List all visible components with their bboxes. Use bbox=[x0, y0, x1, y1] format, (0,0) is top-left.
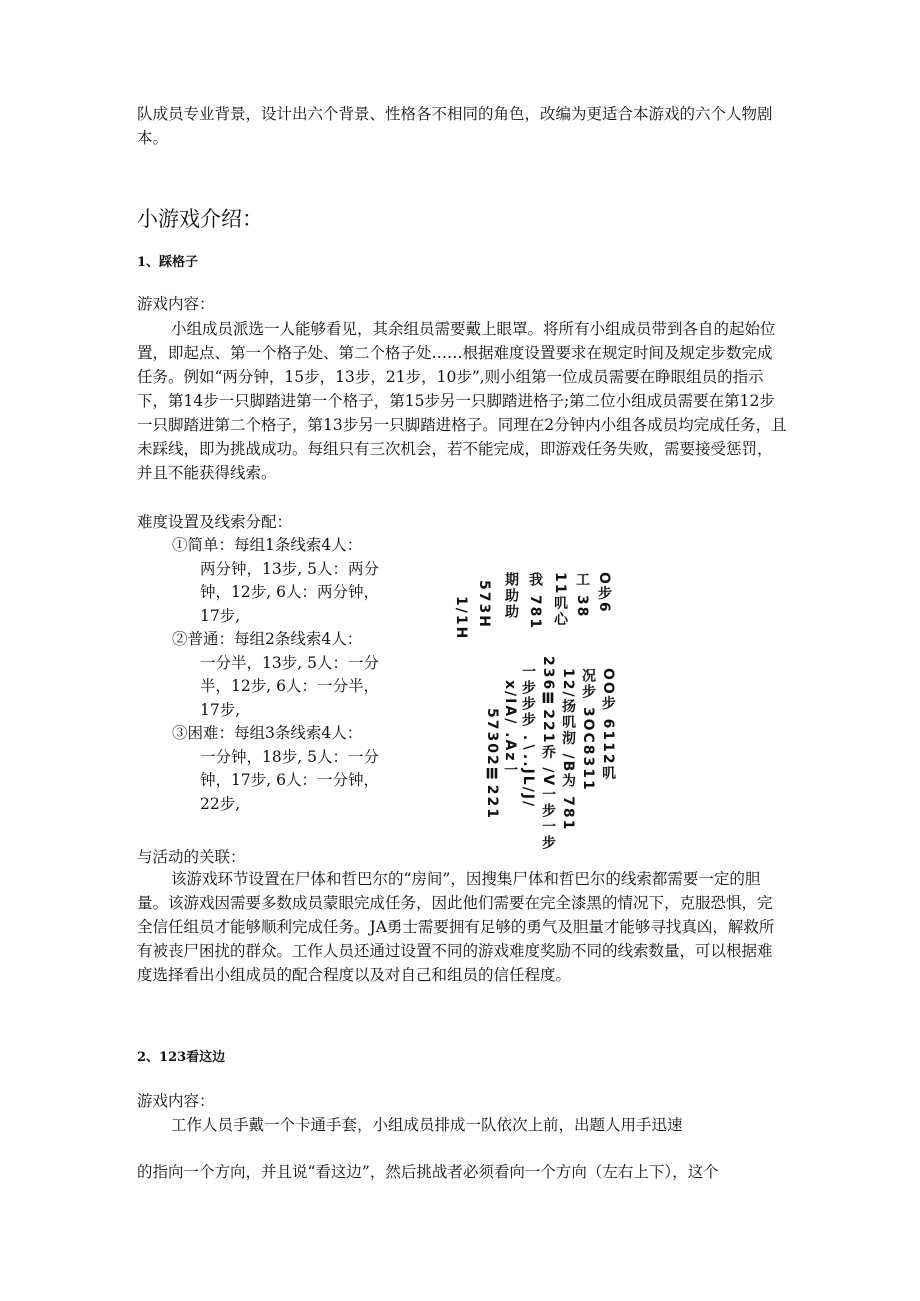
level-easy-title: ①简单：每组1条线索4人： bbox=[172, 536, 363, 554]
level-normal-detail: 一分半，13步, 5人：一分半，12步, 6人：一分半，17步, bbox=[200, 653, 379, 719]
game1-heading: 1、踩格子 bbox=[137, 255, 199, 270]
rotated-col: O步6 bbox=[596, 572, 612, 614]
rotated-col: 况步 3OC8311 bbox=[580, 668, 596, 792]
game2-content-line1: 工作人员手戴一个卡通手套，小组成员排成一队依次上前，出题人用手迅速 bbox=[171, 1116, 683, 1134]
level-easy-detail: 两分钟，13步, 5人：两分钟，12步, 6人：两分钟，17步, bbox=[200, 559, 379, 625]
difficulty-list bbox=[172, 534, 392, 816]
rotated-col: 我 781 bbox=[527, 572, 543, 631]
difficulty-label: 难度设置及线索分配： bbox=[137, 513, 293, 531]
rotated-col: 57302Ⅲ221 bbox=[484, 708, 500, 820]
intro-paragraph: 队成员专业背景，设计出六个背景、性格各不相同的角色，改编为更适合本游戏的六个人物剧本。 bbox=[137, 105, 773, 147]
rotated-col: 期助助 bbox=[503, 572, 519, 620]
rotated-col: 11叽心 bbox=[552, 572, 568, 628]
game1-content-label: 游戏内容： bbox=[137, 295, 215, 313]
game2-heading: 2、123看这边 bbox=[137, 1050, 226, 1065]
section-title: 小游戏介绍： bbox=[137, 207, 263, 231]
rotated-col: 1/1H bbox=[453, 596, 469, 641]
game2-content-line2: 的指向一个方向，并且说“看这边”，然后挑战者必须看向一个方向（左右上下），这个 bbox=[137, 1163, 719, 1181]
game1-content: 小组成员派选一人能够看见，其余组员需要戴上眼罩。将所有小组成员带到各自的起始位置，即起点、第一个格子处、第二个格子处……根据难度设置要求在规定时间及规定步数完成任务。例如“两分钟，15步，13步，21步，10步”,则小组第一位成员需要在睁眼组员的指示下，第14步一只脚踏进第一个格子，第15步另一只脚踏进格子;第二位小组成员需要在第12步一只脚踏进第二个格子，第13步另一只脚踏进格子。同理在2分钟内小组各成员均完成任务，且未踩线，即为挑战成功。每组只有三次机会，若不能完成，即游戏任务失败，需要接受惩罚，并且不能获得线索。 bbox=[137, 320, 787, 482]
level-hard-detail: 一分钟，18步, 5人：一分钟，17步, 6人：一分钟，22步, bbox=[200, 747, 379, 813]
rotated-col: 一步步步 .∖..JL∕J∕ bbox=[520, 664, 536, 809]
rotated-col: x/IA/ .Az一 bbox=[502, 680, 518, 779]
rotated-col: OO步 6112叽 bbox=[600, 668, 616, 782]
relation-paragraph: 该游戏环节设置在尸体和哲巴尔的“房间”，因搜集尸体和哲巴尔的线索都需要一定的胆量。该游戏因需要多数成员蒙眼完成任务，因此他们需要在完全漆黑的情况下，克服恐惧，完全信任组员才能够顺利完成任务。JA勇士需要拥有足够的勇气及胆量才能够寻找真凶，解救所有被丧尸困扰的群众。工作人员还通过设置不同的游戏难度奖励不同的线索数量，可以根据难度选择看出小组成员的配合程度以及对自己和组员的信任程度。 bbox=[137, 870, 775, 984]
level-normal-title: ②普通：每组2条线索4人： bbox=[172, 630, 363, 648]
relation-label: 与活动的关联： bbox=[137, 848, 246, 866]
rotated-col: 236Ⅲ221乔 ∕V一步一步 bbox=[540, 656, 556, 852]
rotated-col: 573H bbox=[476, 580, 492, 629]
game2-content-label: 游戏内容： bbox=[137, 1092, 215, 1110]
rotated-col: 工 38 bbox=[574, 572, 590, 619]
rotated-col: 12/扬叽沏 /B为 781 bbox=[560, 668, 576, 832]
level-hard-title: ③困难：每组3条线索4人： bbox=[172, 724, 363, 742]
